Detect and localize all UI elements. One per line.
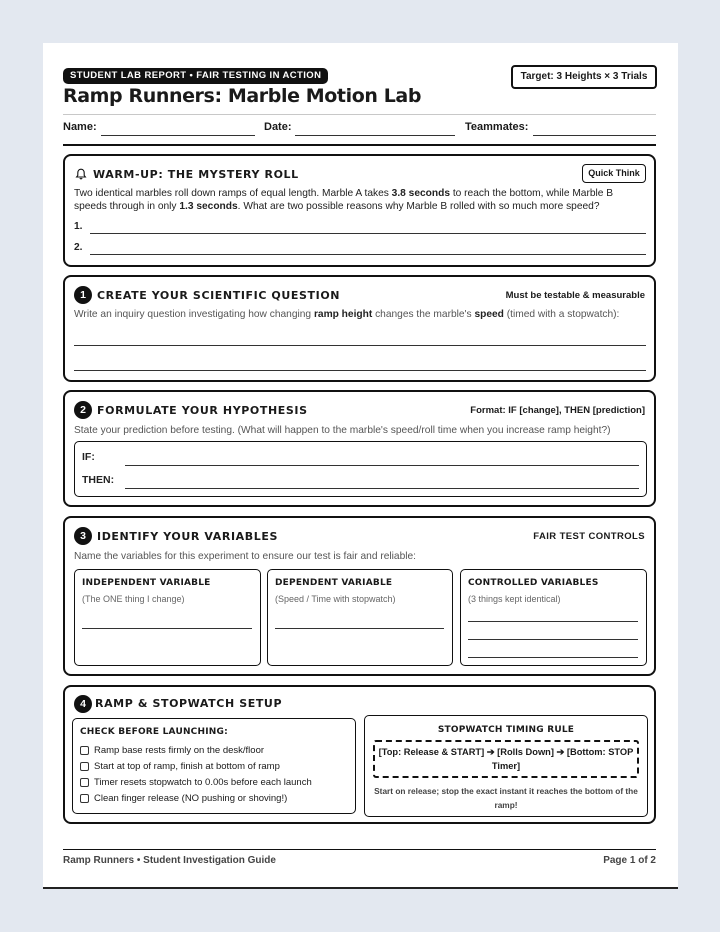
hypothesis-box: [74, 441, 647, 497]
date-label: Date:: [264, 121, 292, 133]
hypothesis-section: [63, 390, 656, 507]
answer-number-2: 2.: [74, 242, 83, 253]
warmup-text: speeds through in only: [74, 201, 180, 212]
checklist-item: Clean finger release (NO pushing or shoving!): [94, 793, 288, 804]
if-label: IF:: [82, 451, 95, 463]
name-field[interactable]: [101, 135, 255, 136]
quick-think-tag: Quick Think: [582, 164, 646, 183]
answer-line-1[interactable]: [90, 233, 646, 234]
checkbox[interactable]: [80, 762, 89, 771]
if-line[interactable]: [125, 465, 639, 466]
warmup-title: WARM-UP: THE MYSTERY ROLL: [93, 168, 299, 181]
page-title: Ramp Runners: Marble Motion Lab: [63, 85, 422, 107]
checkbox[interactable]: [80, 778, 89, 787]
box-heading: CONTROLLED VARIABLES: [468, 578, 599, 588]
speed-term: speed: [474, 309, 504, 320]
step-number: 4: [74, 695, 92, 713]
timing-rule-line: Timer]: [491, 761, 521, 771]
then-label: THEN:: [82, 474, 115, 486]
teammates-field[interactable]: [533, 135, 656, 136]
independent-variable-box: [74, 569, 261, 666]
footer-guide-title: Ramp Runners • Student Investigation Guide: [63, 855, 276, 866]
variables-section: [63, 516, 656, 676]
footer-divider: [63, 849, 656, 850]
timing-rule-line: [Top: Release & START] ➔ [Rolls Down] ➔ [Bottom: STOP: [378, 747, 634, 757]
timing-rule-box: [364, 715, 648, 817]
report-badge: STUDENT LAB REPORT • FAIR TESTING IN ACTION: [63, 68, 328, 84]
timing-note-line: Start on release; stop the exact instant it reaches the bottom of the: [374, 786, 638, 796]
ramp-height-term: ramp height: [313, 309, 373, 320]
timing-rule-heading: STOPWATCH TIMING RULE: [437, 725, 575, 735]
date-field[interactable]: [295, 135, 455, 136]
step-number: 3: [74, 527, 92, 545]
question-section: [63, 275, 656, 382]
name-label: Name:: [63, 121, 97, 133]
target-badge: Target: 3 Heights × 3 Trials: [511, 65, 657, 89]
timing-rule-note: [365, 784, 647, 812]
page-number: Page 1 of 2: [603, 855, 656, 866]
header-divider: [63, 114, 656, 115]
warmup-prompt: [74, 187, 649, 213]
marble-b-time: 1.3 seconds: [179, 201, 238, 212]
box-subtitle: (Speed / Time with stopwatch): [275, 594, 396, 604]
checkbox[interactable]: [80, 746, 89, 755]
question-note: Must be testable & measurable: [505, 290, 645, 301]
controlled-answer-line-2[interactable]: [468, 639, 638, 640]
prompt-text: changes the marble's: [372, 309, 475, 320]
controlled-variables-box: [460, 569, 647, 666]
bell-icon: [75, 168, 87, 180]
question-line-2[interactable]: [74, 370, 646, 371]
prompt-text: (timed with a stopwatch):: [503, 309, 620, 320]
teammates-label: Teammates:: [465, 121, 529, 133]
checkbox[interactable]: [80, 794, 89, 803]
warmup-text: to reach the bottom, while Marble B: [450, 188, 614, 199]
hypothesis-prompt: State your prediction before testing. (What will happen to the marble's speed/roll time when you increase ramp height?): [74, 425, 611, 436]
independent-answer-line[interactable]: [82, 628, 252, 629]
launch-checklist: [72, 718, 356, 814]
fields-divider: [63, 144, 656, 146]
marble-a-time: 3.8 seconds: [391, 188, 450, 199]
question-title: CREATE YOUR SCIENTIFIC QUESTION: [97, 289, 341, 302]
box-heading: INDEPENDENT VARIABLE: [82, 578, 211, 588]
controlled-answer-line-1[interactable]: [468, 621, 638, 622]
warmup-text: . What are two possible reasons why Marble B rolled with so much more speed?: [237, 201, 600, 212]
step-number: 1: [74, 286, 92, 304]
setup-title: RAMP & STOPWATCH SETUP: [95, 697, 283, 710]
worksheet-page: [43, 43, 678, 889]
hypothesis-title: FORMULATE YOUR HYPOTHESIS: [97, 404, 308, 417]
box-heading: DEPENDENT VARIABLE: [275, 578, 393, 588]
variables-title: IDENTIFY YOUR VARIABLES: [97, 530, 278, 543]
variables-prompt: Name the variables for this experiment to ensure our test is fair and reliable:: [74, 551, 417, 562]
answer-number-1: 1.: [74, 221, 83, 232]
controlled-answer-line-3[interactable]: [468, 657, 638, 658]
answer-line-2[interactable]: [90, 254, 646, 255]
timing-note-line: ramp!: [494, 800, 518, 810]
checklist-heading: CHECK BEFORE LAUNCHING:: [80, 727, 228, 737]
checklist-item: Timer resets stopwatch to 0.00s before each launch: [94, 777, 312, 788]
box-subtitle: (The ONE thing I change): [82, 594, 185, 604]
checklist-item: Start at top of ramp, finish at bottom of ramp: [94, 761, 280, 772]
checklist-item: Ramp base rests firmly on the desk/floor: [94, 745, 265, 756]
step-number: 2: [74, 401, 92, 419]
dependent-answer-line[interactable]: [275, 628, 444, 629]
then-line[interactable]: [125, 488, 639, 489]
dependent-variable-box: [267, 569, 453, 666]
setup-section: [63, 685, 656, 824]
question-line-1[interactable]: [74, 345, 646, 346]
warmup-text: Two identical marbles roll down ramps of equal length. Marble A takes: [74, 188, 392, 199]
hypothesis-note: Format: IF [change], THEN [prediction]: [470, 405, 645, 416]
question-prompt: [74, 308, 649, 321]
prompt-text: Write an inquiry question investigating how changing: [74, 309, 314, 320]
box-subtitle: (3 things kept identical): [468, 594, 561, 604]
timing-rule-sequence: [373, 740, 639, 778]
warmup-section: [63, 154, 656, 267]
variables-note: FAIR TEST CONTROLS: [533, 531, 645, 542]
